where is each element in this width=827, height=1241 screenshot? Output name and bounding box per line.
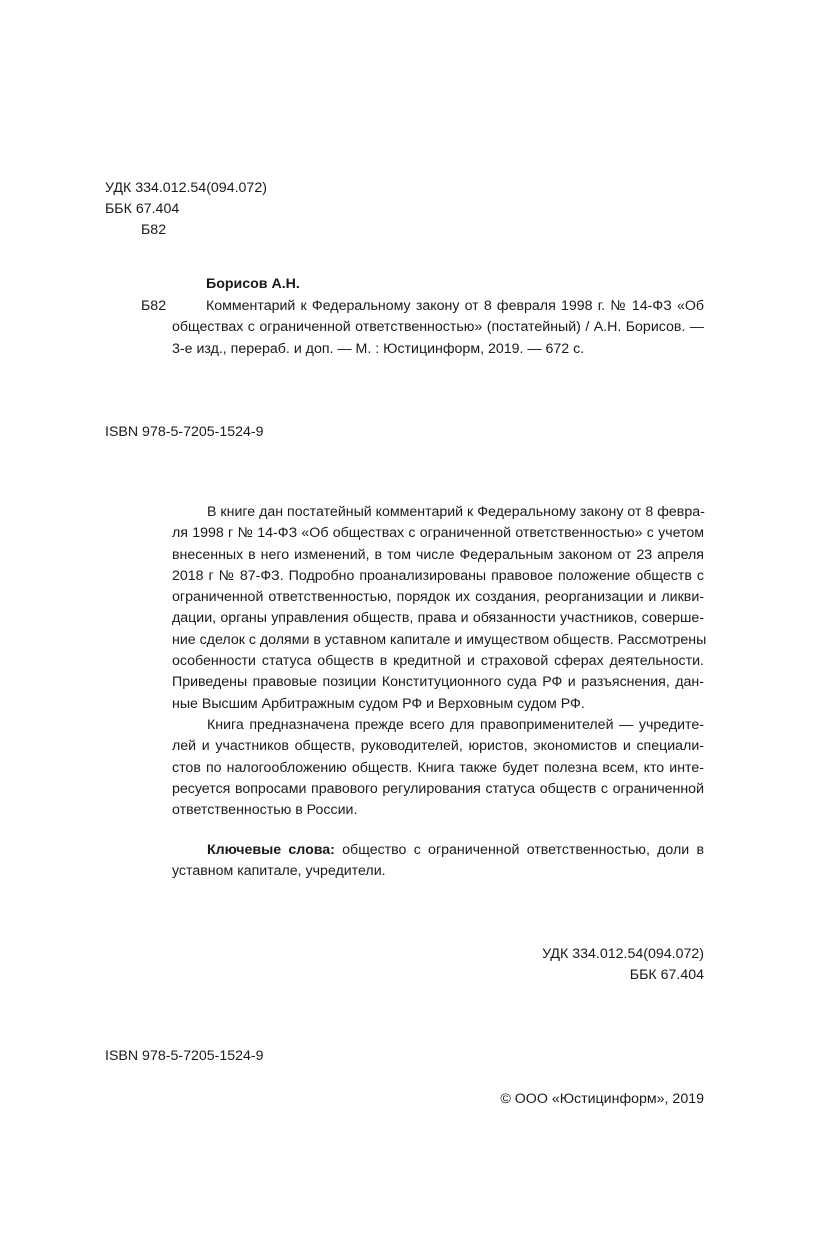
annotation-line: ние сделок с долями в уставном капитале и имуществом обществ. Рассмотрены (172, 631, 707, 648)
keywords-line: уставном капитале, учредители. (172, 863, 386, 880)
udk-code-footer: УДК 334.012.54(094.072) (542, 946, 704, 962)
annotation-line: ответственностью в России. (172, 802, 358, 819)
annotation-line: Приведены правовые позиции Конституционного суда РФ и разъяснения, дан- (172, 674, 704, 691)
record-line: 3-е изд., перераб. и доп. — М. : Юстицинформ, 2019. — 672 с. (172, 340, 585, 357)
copyright: © ООО «Юстицинформ», 2019 (500, 1091, 704, 1107)
annotation-line: ограниченной ответственностью, порядок их создания, реорганизации и ликви- (172, 589, 704, 606)
keywords-line (172, 840, 704, 861)
record-description (172, 296, 704, 360)
keywords (172, 840, 704, 883)
annotation-line: лей и участников обществ, руководителей, юристов, экономистов и специали- (172, 738, 704, 755)
author-sign: Б82 (141, 222, 167, 238)
keywords-label: Ключевые слова: (207, 842, 335, 858)
annotation-line: Книга предназначена прежде всего для правоприменителей — учредите- (207, 717, 704, 733)
annotation-paragraph-1 (172, 502, 707, 715)
annotation-line: 2018 г № 87-ФЗ. Подробно проанализированы правовое положение обществ с (172, 567, 704, 584)
annotation-line: внесенных в него изменений, в том числе Федеральным законом от 23 апреля (172, 546, 704, 563)
record-line: Комментарий к Федеральному закону от 8 февраля 1998 г. № 14-ФЗ «Об (206, 298, 704, 314)
annotation-line: В книге дан постатейный комментарий к Федеральному закону от 8 февра- (207, 504, 705, 520)
bbk-code-footer: ББК 67.404 (629, 967, 704, 983)
keywords-text: общество с ограниченной ответственностью, доли в (342, 842, 704, 858)
udk-code: УДК 334.012.54(094.072) (105, 180, 267, 196)
annotation-line: особенности статуса обществ в кредитной и страховой сферах деятельности. (172, 653, 704, 670)
annotation-line: ля 1998 г № 14-ФЗ «Об обществах с ограниченной ответственностью» с учетом (172, 525, 704, 542)
bbk-code: ББК 67.404 (105, 201, 180, 217)
annotation-line: стов по налогообложению обществ. Книга также будет полезна всем, кто инте- (172, 759, 704, 776)
isbn-top: ISBN 978-5-7205-1524-9 (105, 424, 264, 440)
record-line: обществах с ограниченной ответственностью» (постатейный) / А.Н. Борисов. — (172, 319, 704, 336)
annotation-line: дации, органы управления обществ, права и обязанности участников, соверше- (172, 610, 704, 627)
annotation-line: ные Высшим Арбитражным судом РФ и Верховным судом РФ. (172, 695, 585, 712)
record-sign: Б82 (141, 298, 167, 314)
annotation-paragraph-2 (172, 715, 704, 821)
record-author: Борисов А.Н. (206, 276, 300, 292)
annotation-line: ресуется вопросами правового регулирования статуса обществ с ограниченной (172, 780, 704, 797)
isbn-footer: ISBN 978-5-7205-1524-9 (105, 1048, 264, 1064)
